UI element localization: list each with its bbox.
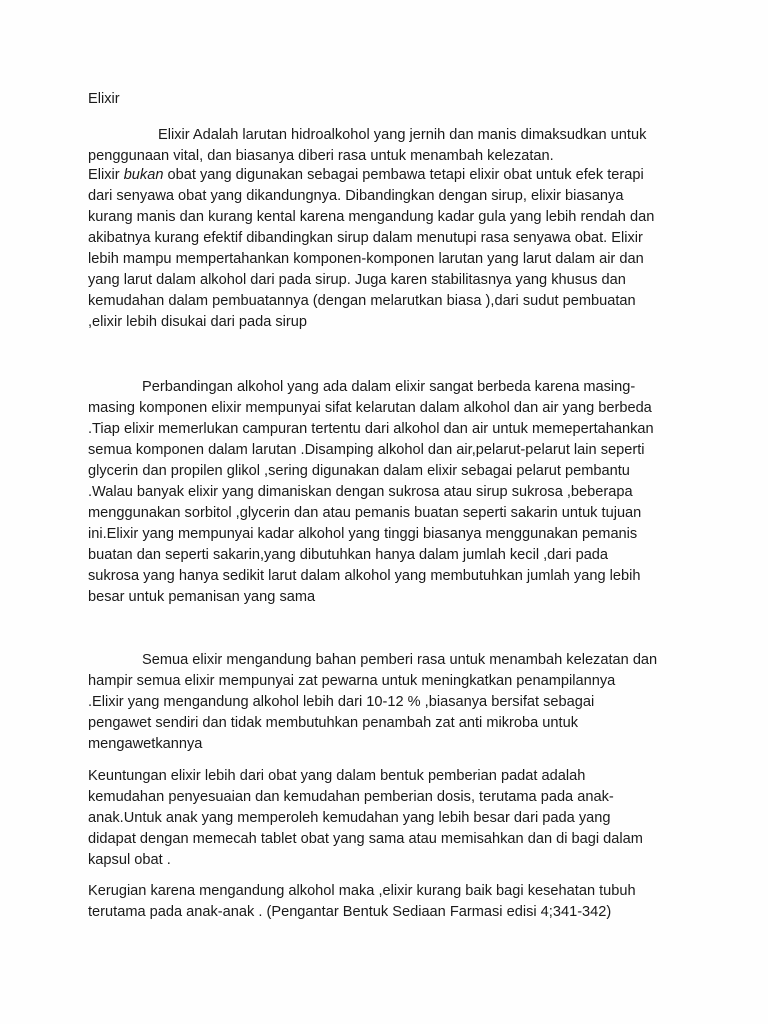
- paragraph-1-line-1: Elixir Adalah larutan hidroalkohol yang jernih dan manis dimaksudkan untuk: [158, 127, 647, 143]
- paragraph-4-line-5: mengawetkannya: [88, 736, 203, 752]
- paragraph-2-line-1: [88, 168, 644, 183]
- document-title: Elixir: [88, 91, 120, 107]
- paragraph-5-line-5: kapsul obat .: [88, 852, 171, 868]
- paragraph-2-line-4: akibatnya kurang efektif dibandingkan sirup dalam menutupi rasa senyawa obat. Elixir: [88, 230, 643, 246]
- paragraph-4-line-1: Semua elixir mengandung bahan pemberi rasa untuk menambah kelezatan dan: [142, 652, 658, 668]
- paragraph-2-line-1-after: obat yang digunakan sebagai pembawa tetapi elixir obat untuk efek terapi: [163, 167, 644, 183]
- paragraph-2-line-8: ,elixir lebih disukai dari pada sirup: [88, 314, 308, 330]
- paragraph-2-line-2: dari senyawa obat yang dikandungnya. Dibandingkan dengan sirup, elixir biasanya: [88, 188, 624, 204]
- paragraph-3-line-5: glycerin dan propilen glikol ,sering digunakan dalam elixir sebagai pelarut pembantu: [88, 463, 630, 479]
- paragraph-3-line-1: Perbandingan alkohol yang ada dalam elixir sangat berbeda karena masing-: [142, 379, 636, 395]
- paragraph-5-line-4: didapat dengan memecah tablet obat yang sama atau memisahkan dan di bagi dalam: [88, 831, 643, 847]
- paragraph-2-line-6: yang larut dalam alkohol dari pada sirup. Juga karen stabilitasnya yang khusus dan: [88, 272, 626, 288]
- paragraph-1-line-2: penggunaan vital, dan biasanya diberi rasa untuk menambah kelezatan.: [88, 148, 554, 164]
- paragraph-3-line-10: sukrosa yang hanya sedikit larut dalam alkohol yang membutuhkan jumlah yang lebih: [88, 568, 641, 584]
- paragraph-6-line-1: Kerugian karena mengandung alkohol maka ,elixir kurang baik bagi kesehatan tubuh: [88, 883, 636, 899]
- paragraph-2-line-1-before: Elixir: [88, 167, 124, 183]
- paragraph-2-line-3: kurang manis dan kurang kental karena mengandung kadar gula yang lebih rendah dan: [88, 209, 655, 225]
- paragraph-3-line-11: besar untuk pemanisan yang sama: [88, 589, 316, 605]
- paragraph-5-line-3: anak.Untuk anak yang memperoleh kemudahan yang lebih besar dari pada yang: [88, 810, 611, 826]
- paragraph-6-line-2: terutama pada anak-anak . (Pengantar Bentuk Sediaan Farmasi edisi 4;341-342): [88, 904, 612, 920]
- paragraph-4-line-2: hampir semua elixir mempunyai zat pewarna untuk meningkatkan penampilannya: [88, 673, 616, 689]
- paragraph-3-line-9: buatan dan seperti sakarin,yang dibutuhkan hanya dalam jumlah kecil ,dari pada: [88, 547, 609, 563]
- paragraph-3-line-6: .Walau banyak elixir yang dimaniskan dengan sukrosa atau sirup sukrosa ,beberapa: [88, 484, 633, 500]
- paragraph-3-line-4: semua komponen dalam larutan .Disamping alkohol dan air,pelarut-pelarut lain seperti: [88, 442, 645, 458]
- paragraph-3-line-8: ini.Elixir yang mempunyai kadar alkohol yang tinggi biasanya menggunakan pemanis: [88, 526, 638, 542]
- paragraph-2-italic-word: bukan: [123, 167, 164, 183]
- paragraph-5-line-2: kemudahan penyesuaian dan kemudahan pemberian dosis, terutama pada anak-: [88, 789, 614, 805]
- paragraph-3-line-2: masing komponen elixir mempunyai sifat kelarutan dalam alkohol dan air yang berbeda: [88, 400, 652, 416]
- paragraph-4-line-4: pengawet sendiri dan tidak membutuhkan penambah zat anti mikroba untuk: [88, 715, 579, 731]
- paragraph-5-line-1: Keuntungan elixir lebih dari obat yang dalam bentuk pemberian padat adalah: [88, 768, 586, 784]
- paragraph-4-line-3: .Elixir yang mengandung alkohol lebih dari 10-12 % ,biasanya bersifat sebagai: [88, 694, 595, 710]
- paragraph-2-line-7: kemudahan dalam pembuatannya (dengan melarutkan biasa ),dari sudut pembuatan: [88, 293, 636, 309]
- paragraph-3-line-7: menggunakan sorbitol ,glycerin dan atau pemanis buatan seperti sakarin untuk tujuan: [88, 505, 642, 521]
- paragraph-3-line-3: .Tiap elixir memerlukan campuran tertentu dari alkohol dan air untuk memepertahankan: [88, 421, 654, 437]
- paragraph-2-line-5: lebih mampu mempertahankan komponen-komponen larutan yang larut dalam air dan: [88, 251, 644, 267]
